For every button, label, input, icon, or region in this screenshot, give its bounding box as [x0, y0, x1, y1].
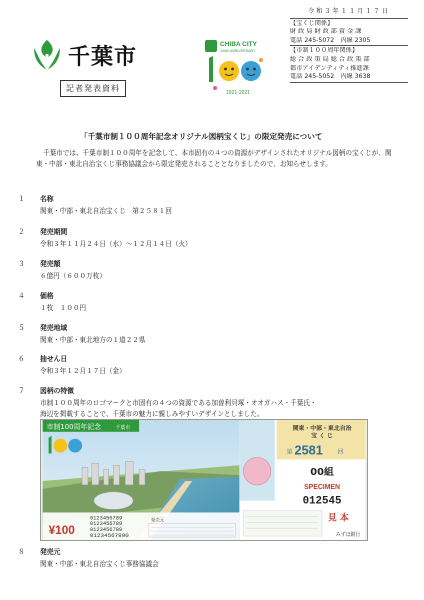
section-heading: 図柄の特徴: [40, 387, 74, 395]
section-heading: 発売元: [40, 548, 61, 556]
contact-phone: 電話 245-5052 内線 3638: [290, 73, 408, 83]
contact-line: 【市制１００周年関係】: [290, 47, 359, 55]
section-price: ４ 価格 １枚 １００円: [18, 290, 408, 314]
ticket-number: 012545: [302, 495, 342, 508]
anniversary-logo: [205, 38, 271, 96]
section-body: １枚 １００円: [40, 304, 87, 312]
section-body: 関東・中部・東北自治宝くじ 第２５８１回: [40, 207, 172, 215]
chiba-leaf-icon: [205, 40, 217, 52]
section-seller: ８ 発売元 関東・中部・東北自治宝くじ事務協議会: [18, 546, 408, 570]
contact-line: 都市アイデンティティ推進課: [290, 64, 369, 72]
badge-brand: CHIBA CITY: [220, 41, 257, 48]
contact-phone: 電話 245-5072 内線 2305: [290, 37, 408, 47]
ticket-group: 00組: [310, 467, 334, 479]
ticket-series-name: 関東・中部・東北自治: [292, 425, 352, 432]
document-title: 「千葉市制１００周年記念オリジナル図柄宝くじ」の限定発売について: [80, 132, 323, 141]
section-sales-period: ２ 発売期間 令和３年１１月２４日（水）～１２月１４日（火）: [18, 226, 408, 250]
section-heading: 名称: [40, 195, 54, 203]
ticket-serial: 01234567890: [89, 532, 129, 540]
section-heading: 発売期間: [40, 228, 68, 236]
ticket-left-sub: 千葉市: [115, 424, 131, 431]
chiba-city-emblem-icon: [30, 38, 64, 72]
badge-years: 1921-2021: [226, 90, 250, 96]
lotus-flower-icon: [243, 457, 271, 485]
badge-sub: 100th ANNIVERSARY: [220, 49, 256, 53]
section-body: ６億円（６００万枚）: [40, 272, 106, 280]
ticket-serial: 0123456789: [89, 527, 123, 534]
ticket-round: 2581: [294, 442, 323, 458]
ticket-serial: 0123456789: [89, 521, 123, 528]
lottery-ticket-image: [40, 419, 368, 541]
release-date: 令和３年１１月１７日: [290, 8, 408, 19]
ticket-round-suffix: 回: [337, 449, 344, 456]
ticket-bank: みずほ銀行: [335, 532, 361, 539]
section-body: 令和３年１１月２４日（水）～１２月１４日（火）: [40, 240, 192, 248]
press-release-label: 記者発表資料: [60, 80, 126, 97]
ticket-price: ¥100: [48, 523, 75, 538]
ticket-small-info: 発売元: [150, 518, 165, 524]
contact-line: 総 合 政 策 局 総 合 政 策 部: [290, 55, 370, 63]
ticket-round-prefix: 第: [286, 449, 293, 456]
ticket-left-title: 市制100周年記念: [46, 422, 101, 431]
contact-line: 【宝くじ関係】: [290, 19, 334, 27]
section-sales-amount: ３ 発売額 ６億円（６００万枚）: [18, 258, 408, 282]
ticket-mihon: 見 本: [327, 513, 349, 524]
ticket-series-name: 宝 く じ: [311, 433, 333, 440]
section-body: 関東・中部・東北自治宝くじ事務協議会: [40, 560, 159, 568]
section-design-features: ７ 図柄の特徴 市制１００周年のロゴマークと市固有の４つの資源である加曽利貝塚・オオガハス・千葉氏・ 海辺を掲載することで、千葉市の魅力に親しみやすいデザインとしました。: [18, 385, 408, 419]
section-body: 海辺を掲載することで、千葉市の魅力に親しみやすいデザインとしました。: [40, 409, 264, 418]
city-logo-area: [30, 38, 170, 97]
section-body: 関東・中部・東北地方の１道２２県: [40, 336, 146, 344]
section-heading: 発売地域: [40, 324, 68, 332]
ticket-specimen: SPECIMEN: [304, 483, 340, 491]
section-body: 市制１００周年のロゴマークと市固有の４つの資源である加曽利貝塚・オオガハス・千葉氏・: [40, 399, 317, 407]
city-name: 千葉市: [68, 44, 138, 70]
contact-info: [290, 8, 408, 84]
ticket-serial: 0123456789: [89, 515, 123, 522]
section-heading: 発売額: [40, 260, 61, 268]
section-heading: 価格: [40, 292, 54, 300]
section-heading: 抽せん日: [40, 355, 68, 363]
section-draw-date: ６ 抽せん日 令和３年１２月１７日（金）: [18, 353, 408, 377]
section-sales-area: ５ 発売地域 関東・中部・東北地方の１道２２県: [18, 322, 408, 346]
contact-line: 財 政 局 財 政 部 資 金 課: [290, 28, 362, 36]
section-body: 令和３年１２月１７日（金）: [40, 367, 126, 375]
section-name: １ 名称 関東・中部・東北自治宝くじ 第２５８１回: [18, 193, 408, 217]
intro-paragraph: 千葉市では、千葉市制１００周年を記念して、本市固有の４つの資源がデザインされたオリジナル図柄の宝くじが、関東・中部・東北自治宝くじ事務協議会から限定発売されることとなりましたので、お知らせします。: [36, 149, 392, 169]
